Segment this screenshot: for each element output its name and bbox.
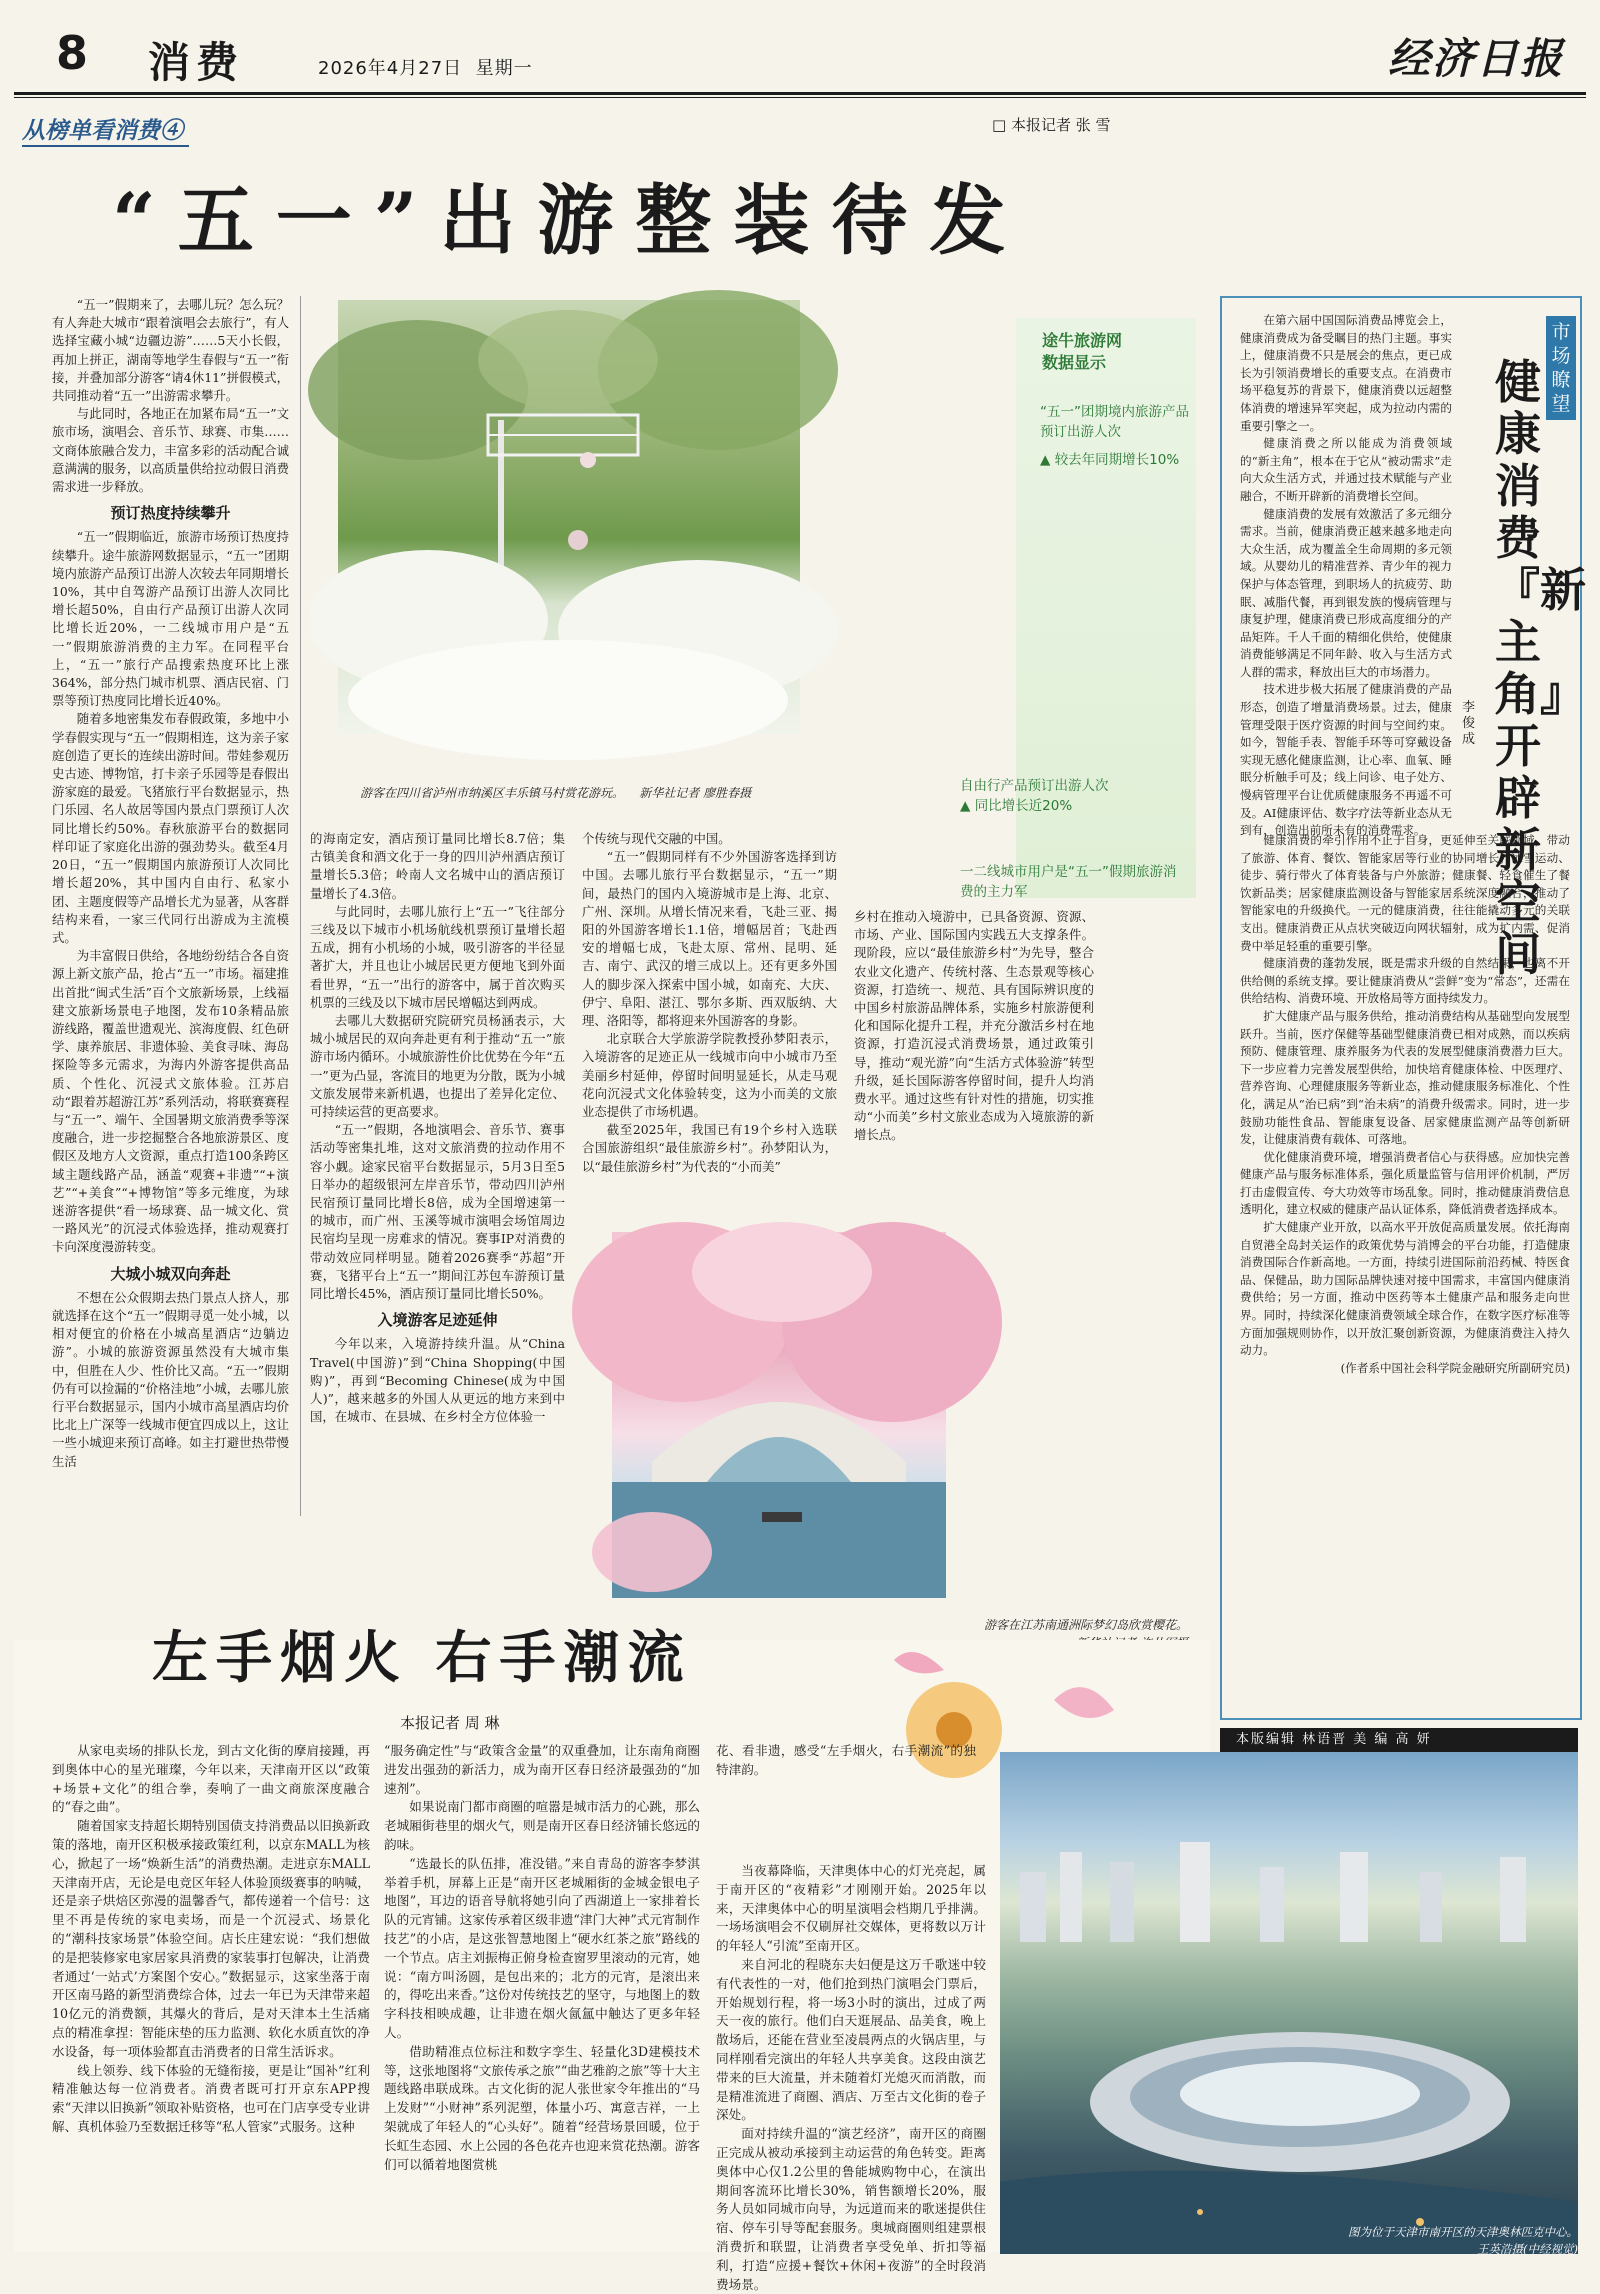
subheading: 大城小城双向奔赴: [110, 1264, 231, 1283]
note-text: 同比增长近20%: [974, 798, 1073, 814]
article-column-2: [310, 830, 565, 1470]
caption-text: 图为位于天津市南开区的天津奥林匹克中心。: [1348, 2225, 1578, 2239]
paragraph: 扩大健康产业开放，以高水平开放促高质量发展。依托海南自贸港全岛封关运作的政策优势与消博会的平台功能，打造健康消费国际合作新高地。一方面，持续引进国际前沿药械、特医食品、保健品，助力国际品牌快速对接中国需求，丰富国内健康消费供给；另一方面，推动中医药等本土健康产品和服务走向世界。同时，持续深化健康消费领域全球合作，在数字医疗标准等方面加强规则协作，以开放汇聚创新资源，为健康消费注入持久动力。: [1240, 1220, 1570, 1358]
photo-cherry-blossom-bridge: [612, 1232, 946, 1598]
paragraph: “五一”假期同样有不少外国游客选择到访中国。去哪儿旅行平台数据显示，“五一”期间，最热门的国内入境游城市是上海、北京、广州、深圳。从增长情况来看，飞赴三亚、揭阳的外国游客增长1.1倍，增幅居首；飞赴西安的增幅七成，飞赴太原、常州、昆明、延吉、南宁、武汉的增三成以上。还有更多外国人的脚步深入探索中国小城，如南充、大庆、伊宁、阜阳、湛江、鄂尔多斯、西双版纳、大理、洛阳等，都将迎来外国游客的身影。: [582, 849, 837, 1029]
photo-cherry-blossom-art: [612, 1232, 946, 1598]
reporter-byline: [992, 114, 1111, 135]
header-rule-thin: [14, 97, 1586, 98]
paragraph: 去哪儿大数据研究院研究员杨涵表示，大城小城居民的双向奔赴更有利于推动“五一”旅游市场内循环。小城旅游性价比优势在今年“五一”更为凸显，客流目的地更为分散，既为小城文旅发展带来新机遇，也提出了差异化定位、可持续运营的更高要求。: [310, 1013, 565, 1120]
photo-credit: 王英浩摄(中经视觉): [1477, 2242, 1578, 2256]
commentary-text-top: [1240, 312, 1452, 838]
paragraph: 与此同时，去哪儿旅行上“五一”飞往部分三线及以下城市小机场航线机票预订量增长超五成，拥有小机场的小城，吸引游客的半径显著扩大，并且也让小城居民更方便地飞到外面看世界，“五一”出行的游客中，属于首次购买机票的三线及以下城市居民增幅达到两成。: [310, 903, 565, 1010]
paragraph: 为丰富假日供给，各地纷纷结合各自资源上新文旅产品，抢占“五一”市场。福建推出首批“闽式生活”百个文旅新场景，上线福建文旅新场景电子地图，发布10条精品旅游线路，覆盖世遗观光、滨海度假、红色研学、康养旅居、非遗体验、美食寻味、海岛探险等多元需求，为海内外游客提供高品质、个性化、沉浸式文旅体验。江苏启动“跟着苏超游江苏”系列活动，将联赛赛程与“五一”、端午、全国暑期文旅消费季等深度融合，进一步挖掘整合各地旅游景区、度假区及地方人文资源，重点打造100条跨区域主题线路产品，涵盖“观赛+非遗”“+演艺”“+美食”“+博物馆”等多元维度，为球迷游客提供“看一场球赛、品一城文化、赏一路风光”的沉浸式体验选择，推动观赛打卡向深度漫游转变。: [52, 948, 289, 1255]
paragraph: 技术进步极大拓展了健康消费的产品形态，创造了增量消费场景。过去，健康管理受限于医疗资源的时间与空间约束。如今，智能手表、智能手环等可穿戴设备实现无感化健康监测，让心率、血氧、睡眠分析触手可及；线上问诊、电子处方、慢病管理平台让优质健康服务不再遥不可及。AI健康评估、数字疗法等新业态从无到有，创造出前所未有的消费需求。: [1240, 682, 1452, 838]
infographic-item: 一二线城市用户是“五一”假期旅游消费的主力军: [960, 864, 1177, 900]
paragraph: 当夜幕降临，天津奥体中心的灯光亮起，属于南开区的“夜精彩”才刚刚开始。2025年以来，天津奥体中心的明星演唱会档期几乎排满。一场场演唱会不仅刷屏社交媒体，更将数以万计的年轻人“引流”至南开区。: [716, 1863, 986, 1954]
paragraph: 线上领券、线下体验的无缝衔接，更是让“国补”红利精准触达每一位消费者。消费者既可打开京东APP搜索“天津以旧换新”领取补贴资格，也可在门店享受专业讲解、真机体验乃至数据迁移等“私人管家”式服务。这种: [52, 2062, 370, 2134]
infographic-item: [1040, 402, 1190, 470]
author-note: (作者系中国社会科学院金融研究所副研究员): [1340, 1360, 1570, 1375]
paragraph: 健康消费之所以能成为消费领域的“新主角”，根本在于它从“被动需求”走向大众生活方式，并通过技术赋能与产业融合，不断开辟新的消费增长空间。: [1240, 436, 1452, 503]
photo-flower-tower: [338, 300, 800, 734]
article2-column-1: [52, 1742, 370, 2242]
paragraph: 不想在公众假期去热门景点人挤人，那就选择在这个“五一”假期寻觅一处小城，以相对便宜的价格在小城高星酒店“边躺边游”。小城的旅游资源虽然没有大城市集中，但胜在人少、性价比又高。“五一”假期仍有可以捡漏的“价格洼地”小城，去哪儿旅行平台数据显示，国内小城市高星酒店均价比北上广深等一线城市便宜四成以上，这让一些小城迎来预订高峰。如主打避世热带慢生活: [52, 1289, 289, 1469]
headline: “五一”出游整装待发: [112, 176, 1028, 265]
headline-2: 左手烟火 右手潮流: [152, 1625, 692, 1691]
paragraph: 如果说南门都市商圈的喧嚣是城市活力的心跳，那么老城厢街巷里的烟火气，则是南开区春日经济铺长悠远的韵味。: [384, 1799, 700, 1852]
article2-column-2: [384, 1742, 700, 2242]
paragraph: 在第六届中国国际消费品博览会上，健康消费成为备受瞩目的热门主题。事实上，健康消费不只是展会的焦点，更已成长为引领消费增长的重要支点。在消费市场平稳复苏的背景下，健康消费以远超整体消费的增速异军突起，成为拉动内需的重要引擎之一。: [1240, 313, 1452, 433]
photo-tianjin-stadium: [1000, 1752, 1578, 2254]
paragraph: 随着多地密集发布春假政策，多地中小学春假实现与“五一”假期相连，这为亲子家庭创造了更长的连续出游时间。带娃参观历史古迹、博物馆，打卡亲子乐园等是春假出游家庭的最爱。飞猪旅行平台数据显示，热门乐园、名人故居等国内景点门票预订人次同比增长约50%。春秋旅游平台的数据同样印证了家庭化出游的强劲势头。截至4月20日，“五一”假期国内旅游预订人次同比增长超20%，其中国内自由行、私家小团、主题度假等产品增长尤为显著，从客群结构来看，一家三代同行出游成为主流模式。: [52, 711, 289, 945]
paragraph: 借助精准点位标注和数字孪生、轻量化3D建模技术等，这张地图将“文旅传承之旅”“曲艺雅韵之旅”等十大主题线路串联成珠。古文化街的泥人张世家令年推出的“马上发财”“小财神”系列泥塑，体量小巧、寓意吉祥，一上架就成了年轻人的“心头好”。随着“经营场景回暖，位于长虹生态园、水上公园的各色花卉也迎来赏花热潮。游客们可以循着地图赏桃: [384, 2043, 700, 2172]
photo-caption: [1318, 2224, 1578, 2258]
article-column-4: [854, 908, 1094, 1248]
newspaper-logo: 经济日报: [1388, 34, 1565, 83]
issue-date: [318, 54, 533, 80]
reporter-name: 本报记者 张 雪: [1010, 116, 1111, 134]
paragraph: 健康消费的牵引作用不止于自身，更延伸至关联领域，带动了旅游、体育、餐饮、智能家居等行业的协同增长。冰雪运动、徒步、骑行带火了体育装备与户外旅游；健康餐、轻食催生了餐饮新品类；居家健康监测设备与智能家居系统深度融合，推动了智能家电的升级换代。一元的健康消费，往往能撬动多元的关联支出。健康消费正从点状突破迈向网状辐射，成为扩内需、促消费中举足轻重的重要引擎。: [1240, 833, 1570, 953]
subheading: 入境游客足迹延伸: [377, 1311, 498, 1330]
note-text: 较去年同期增长10%: [1054, 452, 1180, 468]
paragraph: 与此同时，各地正在加紧布局“五一”文旅市场，演唱会、音乐节、球赛、市集……文商体旅融合发力，丰富多彩的活动配合诚意满满的服务，以高质量供给拉动假日消费需求进一步释放。: [52, 406, 289, 495]
infographic-item-note: [960, 796, 1180, 816]
article2-column-4: [716, 1862, 986, 2292]
weekday-text: 星期一: [475, 58, 533, 79]
square-icon: □: [992, 116, 1007, 134]
up-triangle-icon: ▲: [1040, 452, 1051, 468]
section-name: 消费: [148, 38, 245, 87]
editor-text: 本版编辑 林语晋 美 编 高 妍: [1236, 1732, 1432, 1747]
photo-stadium-art: [1000, 1752, 1578, 2254]
infographic-item-text: 自由行产品预订出游人次: [960, 778, 1109, 794]
caption-text: 游客在江苏南通洲际梦幻岛欣赏樱花。: [983, 1618, 1188, 1632]
infographic-title: [1042, 330, 1122, 374]
paragraph: 来自河北的程晓东夫妇便是这万千歌迷中较有代表性的一对，他们抢到热门演唱会门票后，开始规划行程，将一场3小时的演出，过成了两天一夜的旅行。他们白天逛展品、品美食，晚上散场后，还能在营业至凌晨两点的火锅店里，与同样刚看完演出的年轻人共享美食。这段由演艺带来的巨大流量，并未随着灯光熄灭而消散，而是精准流进了商圈、酒店、万至古文化街的卷子深处。: [716, 1956, 986, 2123]
paragraph: “五一”假期临近，旅游市场预订热度持续攀升。途牛旅游网数据显示，“五一”团期境内旅游产品预订出游人次较去年同期增长10%，其中自驾游产品预订出游人次同比增长超50%，自由行产品预订出游人次同比增长近20%，一二线城市用户是“五一”假期旅游消费的主力军。在同程平台上，“五一”旅行产品搜索热度环比上涨364%，部分热门城市机票、酒店民宿、门票等预订热度同比增长近40%。: [52, 529, 289, 709]
infographic-item-note: [1040, 450, 1190, 470]
article-column-1: [52, 296, 289, 1516]
paragraph: “五一”假期，各地演唱会、音乐节、赛事活动等密集扎堆，这对文旅消费的拉动作用不容小觑。途家民宿平台数据显示，5月3日至5日举办的超级银河左岸音乐节，带动四川泸州民宿预订量同比增长8倍，成为全国增速第一的城市，而广州、玉溪等城市演唱会场馆周边民宿均呈现一房难求的情况。赛事IP对消费的带动效应同样明显。随着2026赛季“苏超”开赛，飞猪平台上“五一”期间江苏包车游预订量同比增长45%，酒店预订量同比增长50%。: [310, 1122, 565, 1302]
commentary-text-bottom: [1240, 832, 1570, 1712]
infographic-item-text: “五一”团期境内旅游产品预订出游人次: [1040, 404, 1189, 440]
paragraph: “选最长的队伍排，准没错。”来自青岛的游客李梦淇举着手机，屏幕上正是“南开区老城厢街的金城金银电子地图”，耳边的语音导航将她引向了西湖道上一家排着长队的元宵铺。这家传承着区级非遗“津门大神”式元宵制作技艺”的小店，是这张智慧地图上“硬水红茶之旅”路线的一个节点。店主刘振梅正俯身检查窗罗里滚动的元宵，她说：“南方叫汤圆，是包出来的；北方的元宵，是滚出来的，得吃出来香。”这份对传统技艺的坚守，与地图上的数字科技相映成趣，让非遗在烟火氤氲中触达了更多年轻人。: [384, 1855, 700, 2040]
subheading: 预订热度持续攀升: [110, 504, 231, 523]
paragraph: “服务确定性”与“政策含金量”的双重叠加，让东南角商圈进发出强劲的新活力，成为南开区春日经济最强劲的“加速剂”。: [384, 1743, 700, 1796]
paragraph: 面对持续升温的“演艺经济”，南开区的商圈正完成从被动承接到主动运营的角色转变。距离奥体中心仅1.2公里的鲁能城购物中心，在演出期间客流环比增长30%，销售额增长20%，服务人员如同城市向导，为远道而来的歌迷提供住宿、停车引导等配套服务。奥城商圈则组建票根消费折和联盟，让消费者享受免单、折扣等福利，打造“应援+餐饮+休闲+夜游”的全时段消费场景。: [716, 2126, 986, 2292]
reporter-byline-2: 本报记者 周 琳: [400, 1714, 500, 1732]
up-triangle-icon: ▲: [960, 798, 971, 814]
paragraph: 乡村在推动入境游中，已具备资源、资源、市场、产业、国际国内实践五大支撑条件。现阶段，应以“最佳旅游乡村”为先导，整合农业文化遗产、传统村落、生态景观等核心资源，打造统一、规范、具有国际辨识度的中国乡村旅游品牌体系，实施乡村旅游便利化和国际化提升工程，并充分激活乡村在地资源，打造沉浸式消费场景，通过政策引导，推动“观光游”向“生活方式体验游”转型升级，延长国际游客停留时间，提升人均消费水平。通过这些有针对性的措施，切实推动“小而美”乡村文旅业态成为入境旅游的新增长点。: [854, 909, 1094, 1143]
infographic-item: [960, 776, 1180, 816]
paragraph: 随着国家支持超长期特别国债支持消费品以旧换新政策的落地，南开区积极承接政策红利，以京东MALL为核心，掀起了一场“焕新生活”的消费热潮。走进京东MALL天津南开店，无论是电竞区年轻人体验顶级赛事的呐喊，还是亲子烘焙区弥漫的温馨香气，都传递着一个信号：这里不再是传统的家电卖场，而是一个沉浸式、场景化的“潮科技家场景”体验空间。店长庄建宏说：“我们想做的是把装修家电家居家具消费的家装事打包解决，让消费者通过‘一站式’方案图个安心。”数据显示，这家坐落于南开区南马路的新型消费综合体，过去一年已为天津带来超10亿元的消费额，其爆火的背后，是对天津本土生活痛点的精准拿捏：智能床垫的压力监测、软化水质直饮的净水设备，每一项体验都直击消费者的日常生活诉求。: [52, 1818, 370, 2059]
lead-paragraph: “五一”假期来了，去哪儿玩？怎么玩？有人奔赴大城市“跟着演唱会去旅行”，有人选择宝藏小城“边疆边游”……5天小长假，再加上拼正，湖南等地学生春假与“五一”衔接，并叠加部分游客“请4休11”拼假模式，共同推动着“五一”出游需求攀升。: [52, 297, 289, 404]
column-divider: [300, 296, 301, 1516]
paragraph: 健康消费的蓬勃发展，既是需求升级的自然结果，也离不开供给侧的系统支撑。要让健康消费从“尝鲜”变为“常态”，还需在供给结构、消费环境、开放格局等方面持续发力。: [1240, 956, 1570, 1006]
commentary-headline: 健康消费『新主角』开辟新空间: [1494, 355, 1586, 981]
column-tag-vertical: 市场瞭望: [1546, 316, 1576, 420]
commentary-author: 李俊成: [1462, 700, 1476, 747]
paragraph: 的海南定安，酒店预订量同比增长8.7倍；集古镇美食和酒文化于一身的四川泸州酒店预订量增长5.3倍；岭南人文名城中山的酒店预订量增长了4.3倍。: [310, 831, 565, 901]
photo-flower-tower-art: [338, 300, 800, 734]
header-rule: [14, 92, 1586, 95]
infographic-title-line: 数据显示: [1042, 353, 1107, 372]
paragraph: 截至2025年，我国已有19个乡村入选联合国旅游组织“最佳旅游乡村”。孙梦阳认为，以“最佳旅游乡村”为代表的“小而美”: [582, 1122, 837, 1174]
article2-column-3: [716, 1742, 976, 1802]
caption-text: 游客在四川省泸州市纳溪区丰乐镇马村赏花游玩。: [360, 786, 625, 800]
date-text: 2026年4月27日: [318, 58, 463, 79]
paragraph: 花、看非遗，感受“左手烟火，右手潮流”的独特津韵。: [716, 1743, 976, 1777]
page-number: 8: [56, 26, 89, 80]
paragraph: 优化健康消费环境，增强消费者信心与获得感。应加快完善健康产品与服务标准体系，强化质量监管与信用评价机制，严厉打击虚假宣传、夸大功效等市场乱象。同时，推动健康消费信息透明化，建立权威的健康产品认证体系，降低消费者选择成本。: [1240, 1149, 1570, 1217]
paragraph: 扩大健康产品与服务供给，推动消费结构从基础型向发展型跃升。当前，医疗保健等基础型健康消费已相对成熟，而以疾病预防、健康管理、康养服务为代表的发展型健康消费潜力巨大。下一步应着力完善发展型供给，加快培育健康体检、中医理疗、营养咨询、心理健康服务等新业态，推动健康服务标准化、个性化，满足从“治已病”到“治未病”的消费升级需求。同时，进一步鼓励功能性食品、智能康复设备、居家健康监测产品等创新研发，让健康消费有载体、可落地。: [1240, 1008, 1570, 1147]
column-tag: 从榜单看消费④: [22, 112, 189, 147]
paragraph: 北京联合大学旅游学院教授孙梦阳表示，入境游客的足迹正从一线城市向中小城市乃至美丽乡村延伸，停留时间明显延长，从走马观花向沉浸式文化体验转变，这为小而美的文旅业态提供了市场机遇。: [582, 1031, 837, 1120]
paragraph: 个传统与现代交融的中国。: [582, 831, 731, 846]
paragraph: 今年以来，入境游持续升温。从“China Travel(中国游)”到“China Shopping(中国购)”，再到“Becoming Chinese(成为中国人)”，越来越多的外国人从更远的地方来到中国，在城市、在县城、在乡村全方位体验一: [310, 1336, 565, 1425]
paragraph: 从家电卖场的排队长龙，到古文化街的摩肩接踵，再到奥体中心的星光璀璨，今年以来，天津南开区以“政策+场景+文化”的组合拳，奏响了一曲文商旅深度融合的“春之曲”。: [52, 1743, 370, 1815]
photo-caption: [360, 784, 880, 801]
infographic-title-line: 途牛旅游网: [1042, 331, 1123, 350]
editor-credits: [1220, 1728, 1578, 1752]
photo-credit: 新华社记者 廖胜春摄: [639, 786, 752, 800]
paragraph: 健康消费的发展有效激活了多元细分需求。当前，健康消费正越来越多地走向大众生活，成为覆盖全生命周期的多元领域。从婴幼儿的精准营养、青少年的视力保护与体态管理，到职场人的抗疲劳、助眠、减脂代餐，再到银发族的慢病管理与康复护理，健康消费已形成高度细分的产品矩阵。千人千面的精细化供给，使健康消费能够满足不同年龄、收入与生活方式人群的需求，释放出巨大的市场潜力。: [1240, 506, 1452, 679]
